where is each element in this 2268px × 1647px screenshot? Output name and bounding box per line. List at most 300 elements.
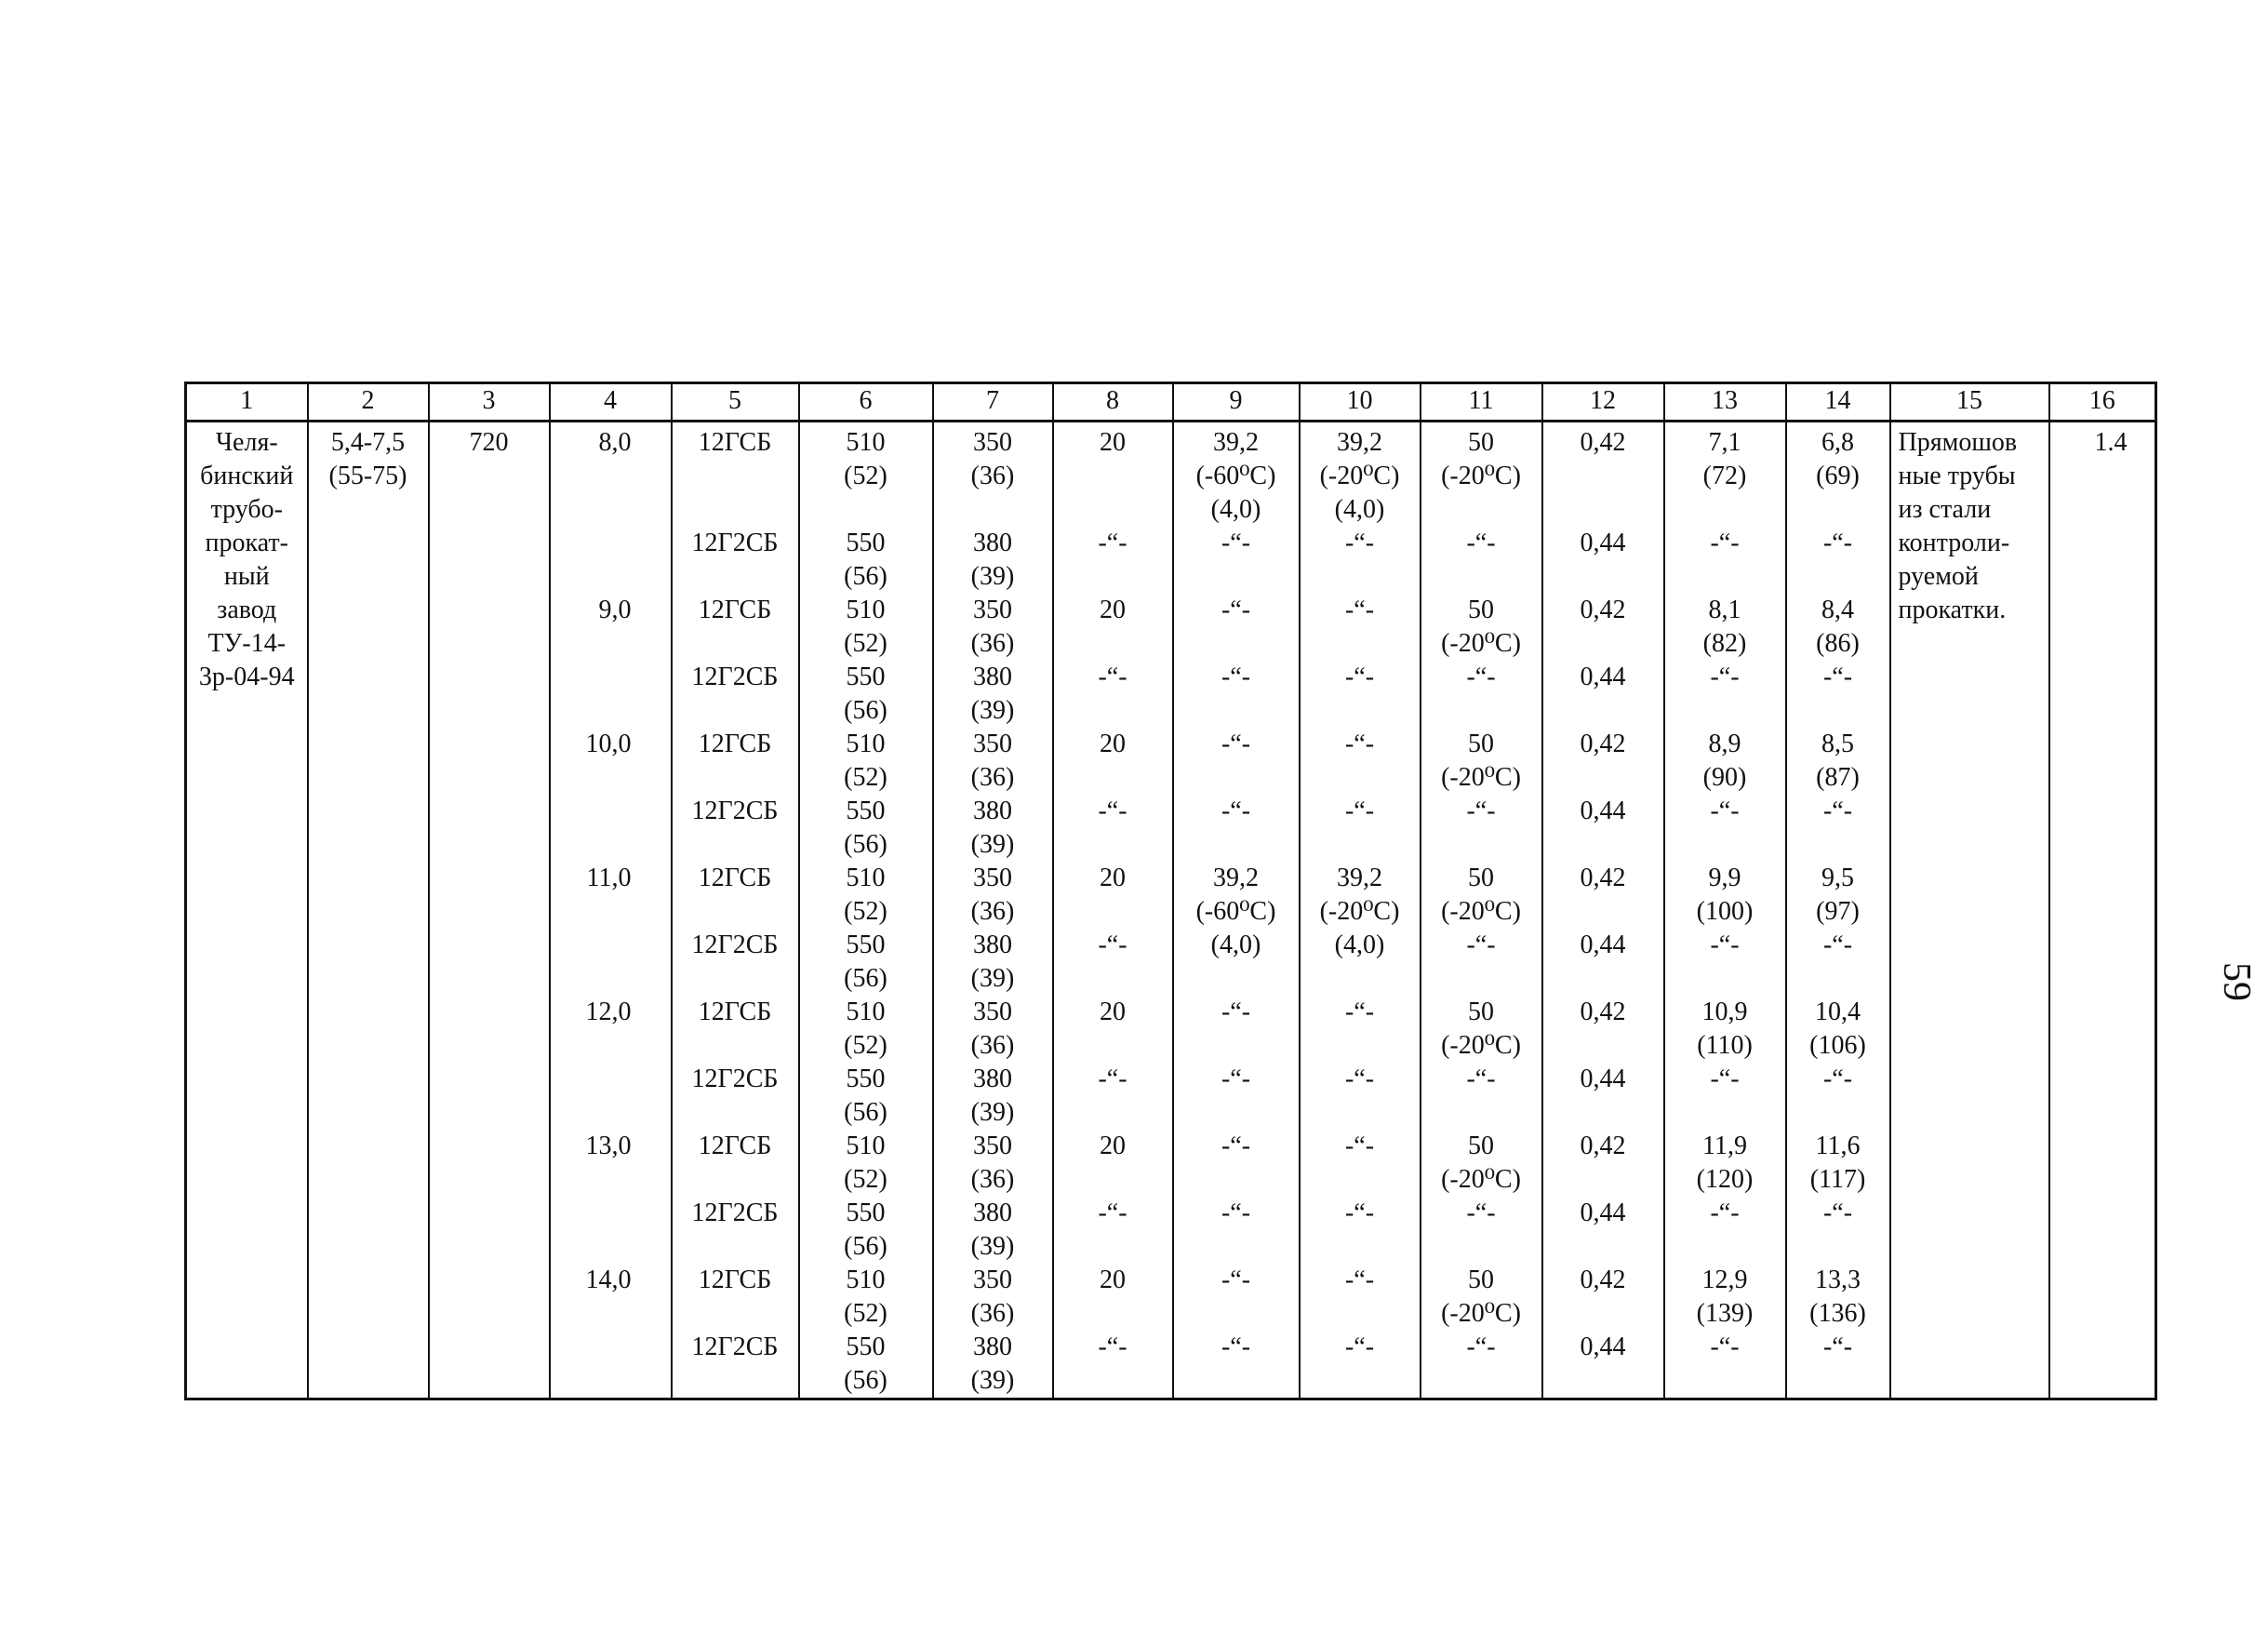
cell-value: (52): [844, 1031, 887, 1060]
cell-value: (117): [1809, 1165, 1866, 1194]
cell-value: [1301, 1163, 1420, 1197]
wall-thickness-cell: [550, 422, 672, 1399]
cell-value: -“-: [1344, 663, 1375, 691]
cell-value: 0,42: [1580, 730, 1626, 758]
shear-area-cell: [1421, 422, 1542, 1399]
header-col-9: 9: [1173, 383, 1300, 422]
cell-value: [1054, 1096, 1172, 1130]
cell-value: [1665, 493, 1785, 527]
cell-value: [551, 1197, 632, 1230]
cell-value: 20: [1100, 730, 1126, 758]
cell-value: [1543, 694, 1663, 728]
cell-value: [1301, 962, 1420, 996]
cell-value: [1174, 1163, 1299, 1197]
cell-value: [1174, 962, 1299, 996]
cell-value: 20: [1100, 428, 1126, 457]
cell-value: [1301, 560, 1420, 594]
header-col-14: 14: [1786, 383, 1890, 422]
cell-value: [1543, 560, 1663, 594]
cell-value: -“-: [1822, 663, 1853, 691]
cell-value: (56): [844, 1098, 887, 1127]
cell-value: [673, 460, 798, 493]
cell-value: (52): [844, 763, 887, 792]
cell-value: -“-: [1221, 1265, 1251, 1294]
cell-value: [1543, 895, 1663, 929]
cell-value: 0,44: [1580, 529, 1626, 557]
cell-value: (100): [1696, 897, 1754, 926]
cell-value: [1787, 493, 1889, 527]
cell-value: (4,0): [1210, 495, 1261, 524]
cell-value: [1054, 1029, 1172, 1063]
cell-value: 510: [846, 1131, 886, 1160]
cell-value: -“-: [1221, 529, 1251, 557]
cell-value: [1421, 694, 1541, 728]
col3-line: 720: [469, 428, 509, 457]
cell-value: [551, 761, 632, 795]
cell-value: 0,44: [1580, 1065, 1626, 1093]
cell-value: [1787, 1096, 1889, 1130]
cell-value: 12ГСБ: [698, 1131, 772, 1160]
cell-value: -“-: [1344, 998, 1375, 1026]
cell-value: [1301, 1096, 1420, 1130]
cell-value: 12Г2СБ: [691, 797, 779, 825]
cell-value: -“-: [1710, 1198, 1740, 1227]
header-col-3: 3: [429, 383, 550, 422]
cell-value: [1174, 828, 1299, 862]
cell-value: -“-: [1098, 1065, 1127, 1093]
cell-value: [1421, 493, 1541, 527]
cell-value: 350: [973, 998, 1012, 1026]
cell-value: -“-: [1710, 797, 1740, 825]
cell-value: -“-: [1344, 730, 1375, 758]
cell-value: [551, 527, 632, 560]
cell-value: (36): [970, 897, 1015, 926]
cell-value: [1054, 694, 1172, 728]
cell-value: 8,1: [1708, 596, 1741, 624]
cell-value: 0,42: [1580, 1265, 1626, 1294]
cell-value: (4,0): [1334, 495, 1385, 524]
col1-line: Челя-: [215, 428, 278, 457]
cell-value: [800, 493, 932, 527]
cell-value: [1054, 1364, 1172, 1398]
cell-value: 12ГСБ: [698, 730, 772, 758]
cell-value: [1174, 1096, 1299, 1130]
cell-value: -“-: [1221, 1131, 1251, 1160]
cell-value: 0,44: [1580, 663, 1626, 691]
cell-value: 380: [973, 931, 1012, 959]
cell-value: -“-: [1466, 529, 1496, 557]
cell-value: 39,2: [1337, 428, 1382, 457]
cell-value: (136): [1809, 1299, 1866, 1328]
cell-value: -“-: [1221, 797, 1251, 825]
cell-value: (86): [1816, 629, 1860, 658]
cell-value: 12ГСБ: [698, 864, 772, 892]
cell-value: [1054, 828, 1172, 862]
cell-value: -“-: [1344, 1131, 1375, 1160]
cell-value: [1665, 1230, 1785, 1264]
cell-value: [1174, 761, 1299, 795]
impact-strength-60-cell: [1173, 422, 1300, 1399]
cell-value: 13,0: [585, 1131, 632, 1160]
cell-value: [1174, 1029, 1299, 1063]
cell-value: 0,44: [1580, 1198, 1626, 1227]
cell-value: (36): [970, 1031, 1015, 1060]
strength-class-cell: [308, 422, 429, 1399]
cell-value: 510: [846, 596, 886, 624]
cell-value: -“-: [1221, 596, 1251, 624]
coefficient-cell: [2049, 422, 2156, 1399]
cell-value: -“-: [1822, 1332, 1853, 1361]
cell-value: -“-: [1221, 1065, 1251, 1093]
cell-value: (56): [844, 1232, 887, 1261]
header-col-16: 16: [2049, 383, 2156, 422]
header-col-8: 8: [1053, 383, 1173, 422]
cell-value: 12ГСБ: [698, 998, 772, 1026]
cell-value: [1543, 828, 1663, 862]
cell-value: 12,9: [1701, 1265, 1748, 1294]
cell-value: 0,42: [1580, 864, 1626, 892]
cell-value: 510: [846, 428, 886, 457]
cell-value: [551, 962, 632, 996]
cell-value: [673, 962, 798, 996]
cell-value: (36): [970, 1299, 1015, 1328]
cell-value: [1054, 1230, 1172, 1264]
cell-value: [551, 1063, 632, 1096]
cell-value: [673, 1364, 798, 1398]
cell-value: [673, 1230, 798, 1264]
cell-value: (4,0): [1210, 931, 1261, 959]
header-col-6: 6: [799, 383, 933, 422]
cell-value: 0,44: [1580, 931, 1626, 959]
cell-value: -“-: [1344, 797, 1375, 825]
cell-value: [1421, 962, 1541, 996]
cell-value: [1421, 1230, 1541, 1264]
cell-value: 350: [973, 428, 1012, 457]
cell-value: 50: [1468, 428, 1494, 457]
cell-value: [1301, 694, 1420, 728]
cell-value: (-20⁰C): [1441, 1299, 1521, 1328]
table-header: [186, 383, 2156, 422]
cell-value: 350: [973, 864, 1012, 892]
header-col-7: 7: [933, 383, 1053, 422]
cell-value: (-20⁰C): [1319, 462, 1400, 490]
col15-line: контроли-: [1898, 529, 2010, 557]
cell-value: -“-: [1710, 663, 1740, 691]
header-col-4: 4: [550, 383, 672, 422]
cell-value: [1054, 895, 1172, 929]
cell-value: 50: [1468, 864, 1494, 892]
cell-value: 12Г2СБ: [691, 1198, 779, 1227]
cell-value: -“-: [1822, 931, 1853, 959]
cell-value: (-20⁰C): [1441, 763, 1521, 792]
cell-value: 6,8: [1821, 428, 1854, 457]
cell-value: [1543, 1096, 1663, 1130]
cell-value: 12ГСБ: [698, 428, 772, 457]
cell-value: (36): [970, 1165, 1015, 1194]
cell-value: 0,44: [1580, 1332, 1626, 1361]
steel-grade-cell: [672, 422, 799, 1399]
cell-value: [1543, 1364, 1663, 1398]
cell-value: [1665, 560, 1785, 594]
test-pressure-13-cell: [1664, 422, 1786, 1399]
cell-value: (4,0): [1334, 931, 1385, 959]
cell-value: [551, 1029, 632, 1063]
cell-value: [1054, 962, 1172, 996]
cell-value: 9,5: [1821, 864, 1854, 892]
cell-value: [673, 761, 798, 795]
cell-value: [1174, 1364, 1299, 1398]
cell-value: 0,44: [1580, 797, 1626, 825]
cell-value: (-20⁰C): [1441, 1165, 1521, 1194]
cell-value: 8,9: [1708, 730, 1741, 758]
cell-value: (97): [1816, 897, 1860, 926]
cell-value: [551, 1297, 632, 1331]
cell-value: (36): [970, 462, 1015, 490]
cell-value: -“-: [1221, 1198, 1251, 1227]
cell-value: 12ГСБ: [698, 1265, 772, 1294]
col1-line: прокат-: [205, 529, 288, 557]
cell-value: [1174, 627, 1299, 661]
cell-value: 12ГСБ: [698, 596, 772, 624]
cell-value: [1787, 828, 1889, 862]
col1-line: завод: [217, 596, 277, 624]
cell-value: 0,42: [1580, 998, 1626, 1026]
header-col-13: 13: [1664, 383, 1786, 422]
cell-value: [1787, 694, 1889, 728]
cell-value: [1787, 962, 1889, 996]
cell-value: [1543, 1230, 1663, 1264]
cell-value: [673, 1163, 798, 1197]
cell-value: [1543, 460, 1663, 493]
cell-value: 12Г2СБ: [691, 1065, 779, 1093]
col1-line: 3р-04-94: [198, 663, 295, 691]
col15-line: ные трубы: [1898, 462, 2016, 490]
col1-line: ТУ-14-: [207, 629, 287, 658]
cell-value: [1301, 1029, 1420, 1063]
cell-value: [1421, 1364, 1541, 1398]
cell-value: -“-: [1221, 1332, 1251, 1361]
cell-value: [1543, 1163, 1663, 1197]
cell-value: [673, 493, 798, 527]
header-col-11: 11: [1421, 383, 1542, 422]
cell-value: [1054, 761, 1172, 795]
cell-value: (56): [844, 964, 887, 993]
cell-value: (87): [1816, 763, 1860, 792]
cell-value: (56): [844, 562, 887, 591]
carbon-equivalent-cell: [1542, 422, 1664, 1399]
cell-value: [1787, 1364, 1889, 1398]
cell-value: (56): [844, 696, 887, 725]
cell-value: 12Г2СБ: [691, 663, 779, 691]
cell-value: -“-: [1098, 931, 1127, 959]
cell-value: [551, 627, 632, 661]
cell-value: [1174, 560, 1299, 594]
cell-value: [1665, 962, 1785, 996]
cell-value: 12Г2СБ: [691, 931, 779, 959]
cell-value: 510: [846, 730, 886, 758]
cell-value: [934, 493, 1052, 527]
cell-value: [1054, 560, 1172, 594]
cell-value: (39): [970, 562, 1015, 591]
header-col-15: 15: [1890, 383, 2049, 422]
cell-value: 14,0: [585, 1265, 632, 1294]
cell-value: [1421, 560, 1541, 594]
cell-value: (39): [970, 696, 1015, 725]
cell-value: [1543, 962, 1663, 996]
cell-value: 550: [846, 663, 886, 691]
cell-value: [1665, 1096, 1785, 1130]
cell-value: (-20⁰C): [1441, 1031, 1521, 1060]
cell-value: -“-: [1098, 1332, 1127, 1361]
cell-value: (56): [844, 830, 887, 859]
cell-value: [1054, 460, 1172, 493]
cell-value: [1174, 1230, 1299, 1264]
cell-value: 11,6: [1815, 1131, 1861, 1160]
cell-value: 380: [973, 1332, 1012, 1361]
cell-value: -“-: [1466, 663, 1496, 691]
cell-value: [1543, 627, 1663, 661]
cell-value: (-20⁰C): [1441, 629, 1521, 658]
cell-value: (36): [970, 629, 1015, 658]
cell-value: -“-: [1344, 1198, 1375, 1227]
cell-value: (106): [1809, 1031, 1866, 1060]
cell-value: -“-: [1344, 1065, 1375, 1093]
cell-value: [1421, 828, 1541, 862]
cell-value: -“-: [1344, 529, 1375, 557]
cell-value: 20: [1100, 1265, 1126, 1294]
cell-value: [1301, 1297, 1420, 1331]
header-col-12: 12: [1542, 383, 1664, 422]
cell-value: [1665, 1364, 1785, 1398]
cell-value: -“-: [1098, 663, 1127, 691]
cell-value: 20: [1100, 864, 1126, 892]
cell-value: (110): [1697, 1031, 1753, 1060]
cell-value: 7,1: [1708, 428, 1741, 457]
cell-value: [1543, 1029, 1663, 1063]
cell-value: [1787, 1230, 1889, 1264]
col2-line: 5,4-7,5: [330, 428, 406, 457]
cell-value: (-60⁰C): [1195, 462, 1276, 490]
cell-value: [673, 694, 798, 728]
cell-value: -“-: [1822, 1065, 1853, 1093]
cell-value: [551, 1230, 632, 1264]
cell-value: 39,2: [1213, 428, 1259, 457]
cell-value: 550: [846, 931, 886, 959]
cell-value: 8,4: [1821, 596, 1854, 624]
pipe-type-note-cell: [1890, 422, 2049, 1399]
cell-value: 350: [973, 1131, 1012, 1160]
cell-value: [1543, 493, 1663, 527]
cell-value: 50: [1468, 1131, 1494, 1160]
diameter-cell: [429, 422, 550, 1399]
cell-value: [1054, 493, 1172, 527]
cell-value: 0,42: [1580, 596, 1626, 624]
yield-strength-cell: [933, 422, 1053, 1399]
page-number: 59: [2215, 962, 2258, 1001]
cell-value: 11,9: [1702, 1131, 1747, 1160]
cell-value: [1421, 1096, 1541, 1130]
impact-strength-20-cell: [1300, 422, 1421, 1399]
cell-value: (39): [970, 830, 1015, 859]
cell-value: [551, 1331, 632, 1364]
col1-line: ный: [223, 562, 270, 591]
cell-value: 380: [973, 663, 1012, 691]
header-col-2: 2: [308, 383, 429, 422]
table-body: [186, 422, 2156, 1399]
cell-value: -“-: [1344, 1332, 1375, 1361]
cell-value: 510: [846, 864, 886, 892]
cell-value: (52): [844, 629, 887, 658]
header-col-1: 1: [186, 383, 308, 422]
cell-value: [1301, 828, 1420, 862]
cell-value: 550: [846, 1198, 886, 1227]
cell-value: -“-: [1466, 797, 1496, 825]
specification-table: [184, 382, 2157, 1400]
cell-value: (52): [844, 462, 887, 490]
cell-value: 9,9: [1708, 864, 1741, 892]
cell-value: [673, 627, 798, 661]
cell-value: [551, 1096, 632, 1130]
header-row: [186, 383, 2156, 422]
cell-value: [1054, 1163, 1172, 1197]
cell-value: (120): [1696, 1165, 1754, 1194]
cell-value: (39): [970, 1098, 1015, 1127]
elongation-cell: [1053, 422, 1173, 1399]
cell-value: 50: [1468, 998, 1494, 1026]
cell-value: [1787, 560, 1889, 594]
col1-line: бинский: [200, 462, 294, 490]
cell-value: (139): [1696, 1299, 1754, 1328]
cell-value: [673, 895, 798, 929]
cell-value: [551, 460, 632, 493]
cell-value: (39): [970, 964, 1015, 993]
cell-value: 380: [973, 529, 1012, 557]
cell-value: 10,0: [585, 730, 632, 758]
col15-line: Прямошов: [1898, 428, 2018, 457]
cell-value: [1543, 761, 1663, 795]
cell-value: 9,0: [598, 596, 632, 624]
cell-value: 510: [846, 998, 886, 1026]
col2-line: (55-75): [328, 462, 407, 490]
cell-value: (52): [844, 1299, 887, 1328]
cell-value: 0,42: [1580, 428, 1626, 457]
cell-value: -“-: [1344, 1265, 1375, 1294]
cell-value: 12,0: [585, 998, 632, 1026]
col15-line: из стали: [1898, 495, 1992, 524]
cell-value: [1054, 1297, 1172, 1331]
table-row: [186, 422, 2156, 1399]
cell-value: (69): [1816, 462, 1860, 490]
cell-value: (39): [970, 1232, 1015, 1261]
cell-value: [673, 1029, 798, 1063]
cell-value: -“-: [1710, 1065, 1740, 1093]
cell-value: [551, 1364, 632, 1398]
cell-value: -“-: [1710, 931, 1740, 959]
cell-value: (72): [1702, 462, 1747, 490]
col16-line: 1.4: [2094, 428, 2128, 457]
cell-value: 350: [973, 596, 1012, 624]
cell-value: [551, 493, 632, 527]
cell-value: -“-: [1466, 931, 1496, 959]
cell-value: [551, 661, 632, 694]
header-col-5: 5: [672, 383, 799, 422]
manufacturer-cell: [186, 422, 308, 1399]
cell-value: [551, 929, 632, 962]
cell-value: 50: [1468, 730, 1494, 758]
cell-value: (56): [844, 1366, 887, 1395]
cell-value: -“-: [1221, 730, 1251, 758]
cell-value: 510: [846, 1265, 886, 1294]
